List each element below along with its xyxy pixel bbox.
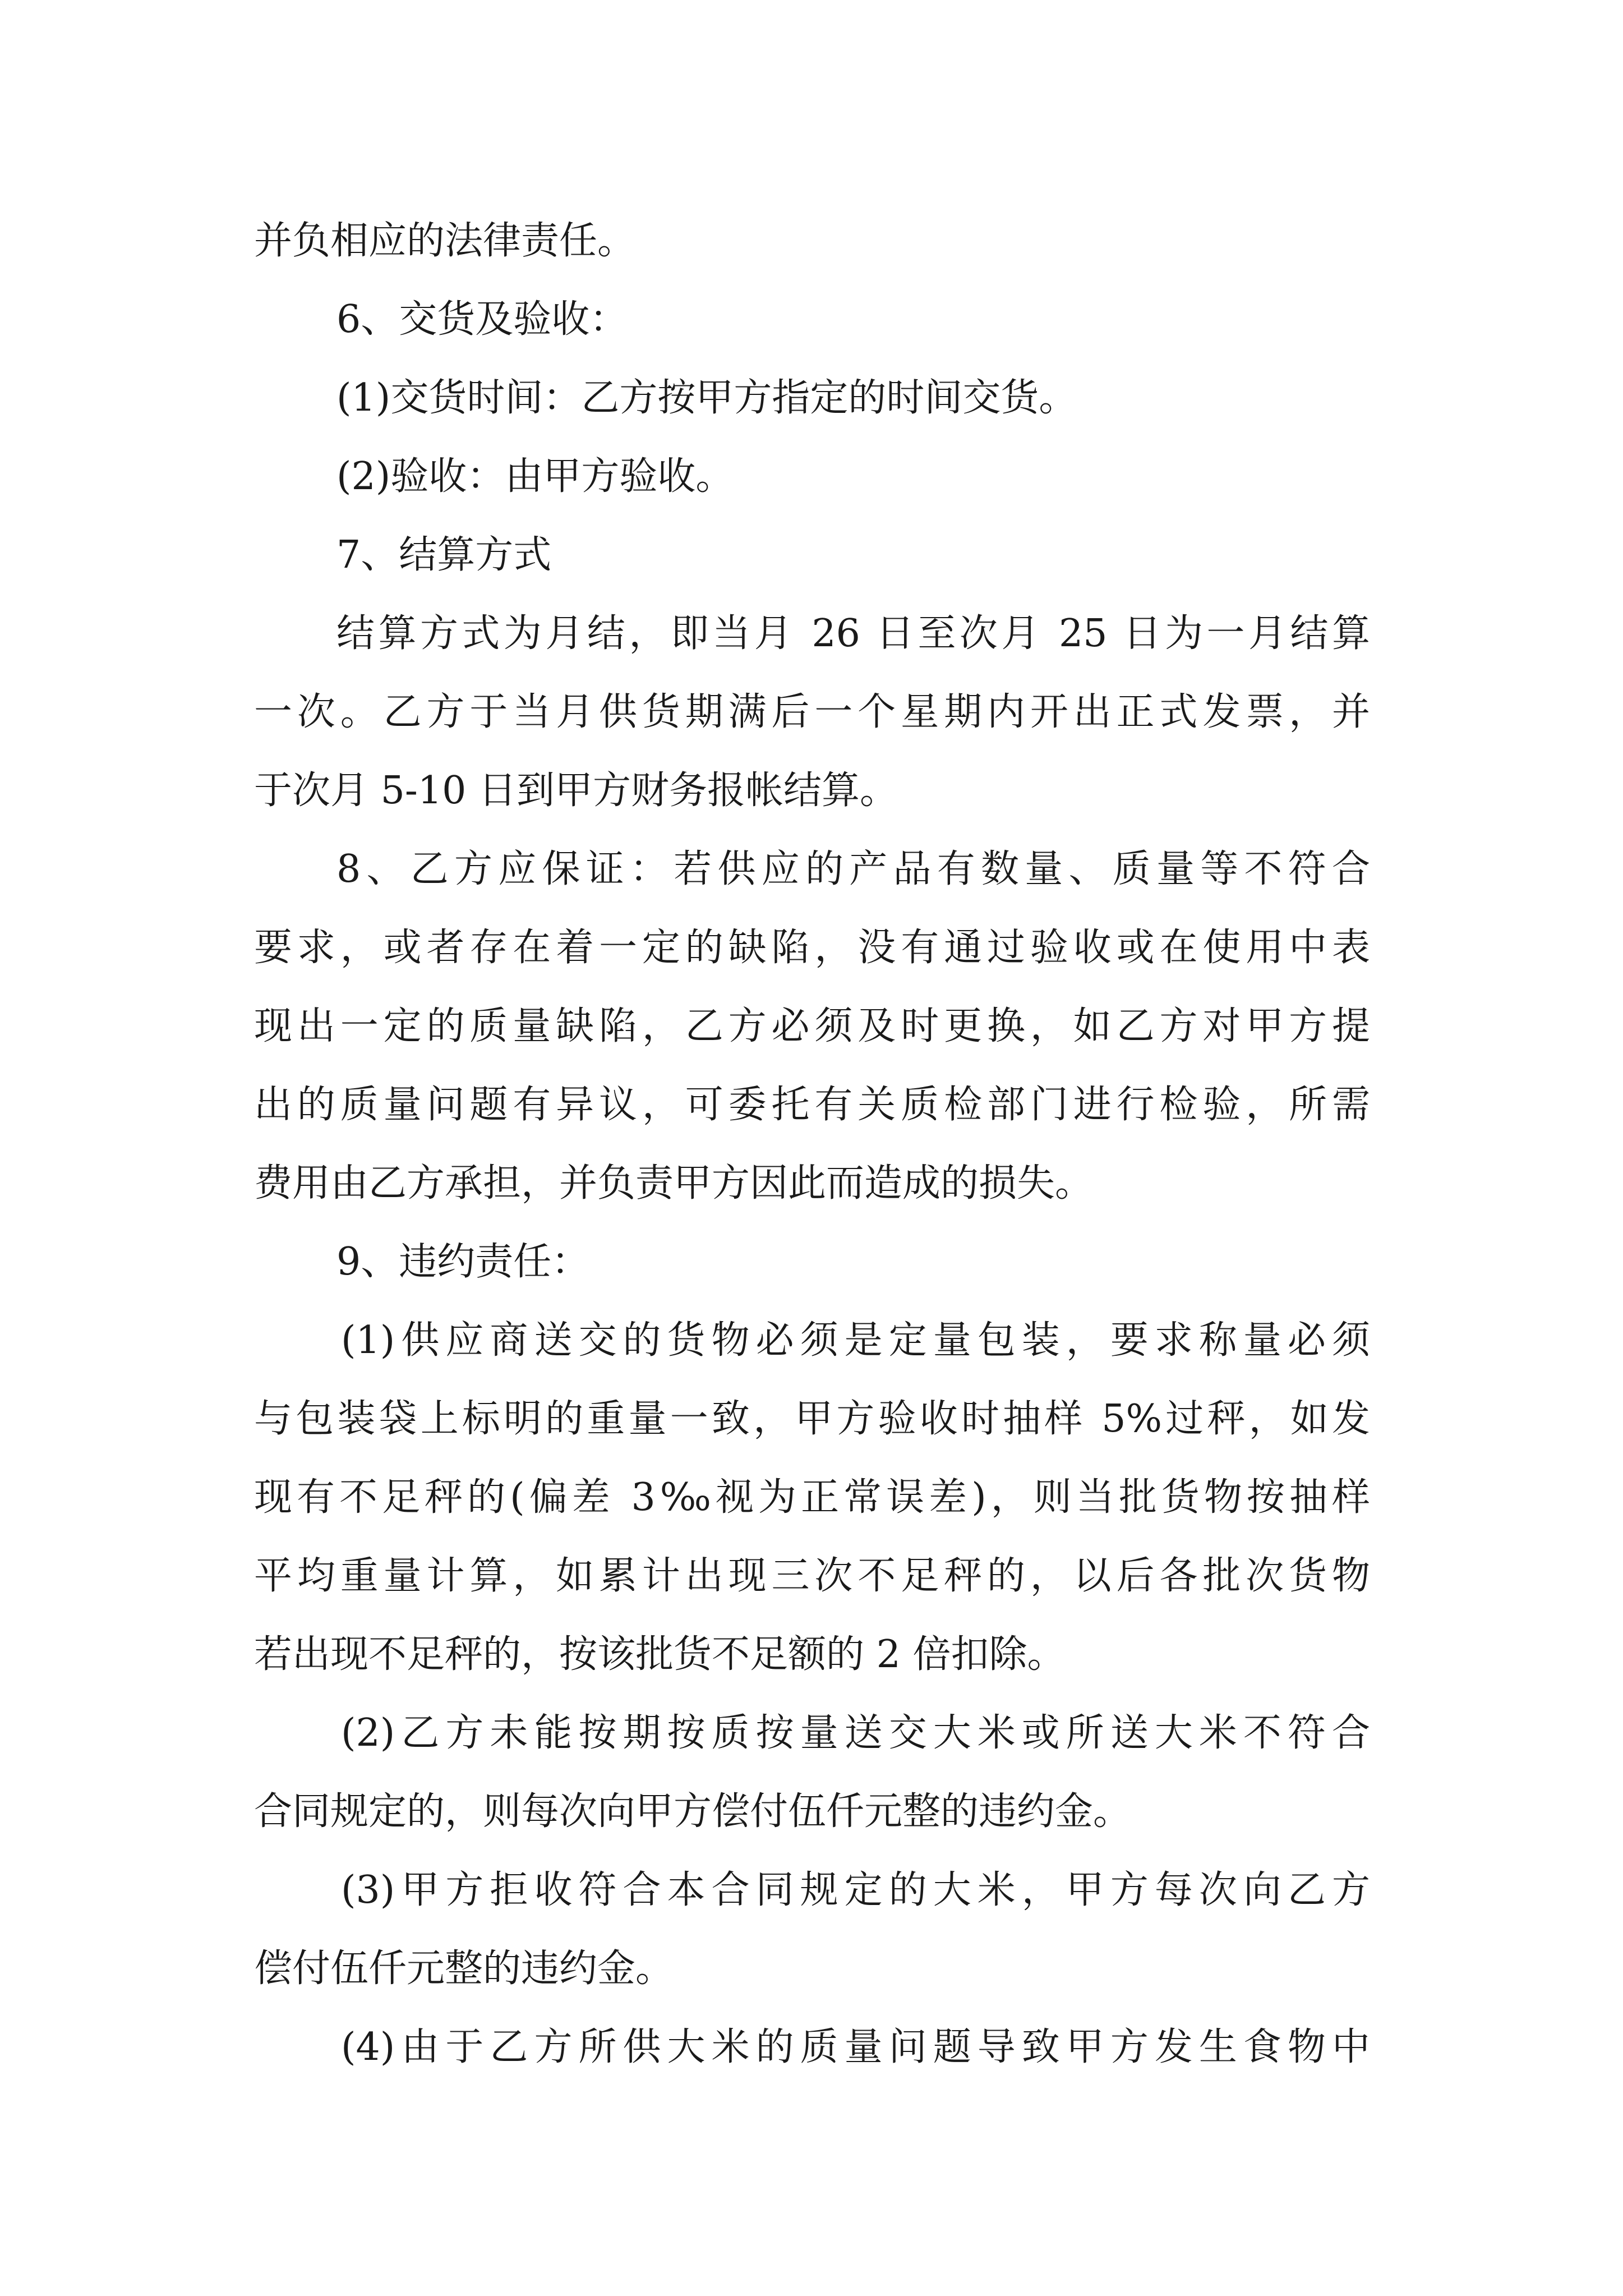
text-line: (2)验收：由甲方验收。: [336, 454, 734, 499]
text-line: 平均重量计算，如累计出现三次不足秤的，以后各批次货物: [254, 1554, 1370, 1598]
text-line: 偿付伍仟元整的违约金。: [254, 1947, 674, 1991]
text-line: 要求，或者存在着一定的缺陷，没有通过验收或在使用中表: [254, 926, 1370, 970]
text-line: 出的质量问题有异议，可委托有关质检部门进行检验，所需: [254, 1083, 1370, 1127]
text-line: 现出一定的质量缺陷，乙方必须及时更换，如乙方对甲方提: [254, 1004, 1370, 1048]
text-line: 一次。乙方于当月供货期满后一个星期内开出正式发票，并: [254, 690, 1370, 734]
text-line: 于次月 5-10 日到甲方财务报帐结算。: [254, 769, 898, 813]
text-line: 并负相应的法律责任。: [254, 219, 636, 263]
text-line: 与包装袋上标明的重量一致，甲方验收时抽样 5%过秤，如发: [254, 1397, 1370, 1441]
text-line: 若出现不足秤的，按该批货不足额的 2 倍扣除。: [254, 1632, 1066, 1677]
text-line: (2)乙方未能按期按质按量送交大米或所送大米不符合: [341, 1711, 1370, 1755]
section-heading: 8、乙方应保证：若供应的产品有数量、质量等不符合: [336, 847, 1370, 891]
text-line: 结算方式为月结，即当月 26 日至次月 25 日为一月结算: [336, 611, 1370, 656]
section-heading: 7、结算方式: [336, 533, 552, 577]
text-line: (3)甲方拒收符合本合同规定的大米，甲方每次向乙方: [341, 1868, 1370, 1912]
text-line: 合同规定的，则每次向甲方偿付伍仟元整的违约金。: [254, 1789, 1132, 1834]
text-line: 现有不足秤的(偏差 3‰视为正常误差)，则当批货物按抽样: [254, 1475, 1370, 1520]
text-line: (1)交货时间：乙方按甲方指定的时间交货。: [336, 376, 1077, 420]
section-heading: 9、违约责任：: [336, 1240, 590, 1284]
text-line: (1)供应商送交的货物必须是定量包装，要求称量必须: [341, 1318, 1370, 1363]
section-heading: 6、交货及验收：: [336, 297, 628, 342]
text-line: (4)由于乙方所供大米的质量问题导致甲方发生食物中: [341, 2025, 1370, 2069]
text-line: 费用由乙方承担，并负责甲方因此而造成的损失。: [254, 1161, 1094, 1205]
